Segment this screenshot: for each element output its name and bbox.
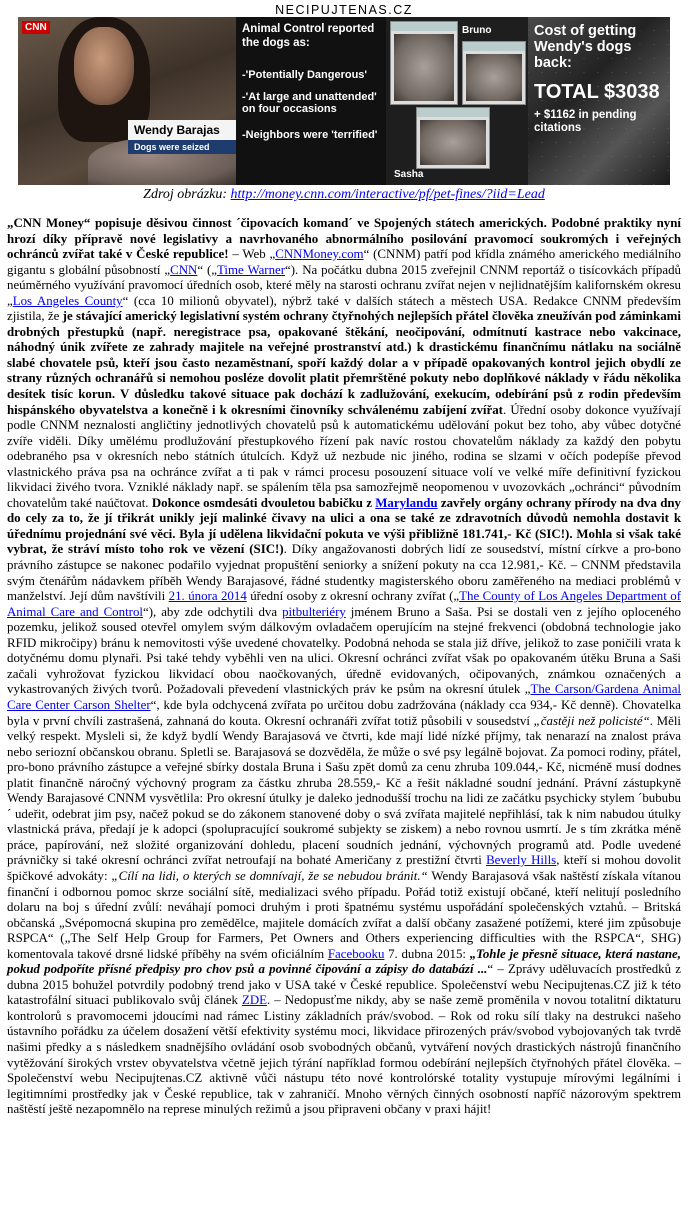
cnnmoney-link[interactable]: CNNMoney.com <box>275 247 364 262</box>
dog-name-sasha: Sasha <box>394 169 424 180</box>
date-link[interactable]: 21. února 2014 <box>168 589 247 604</box>
cost-total <box>534 81 668 103</box>
caption-label: Zdroj obrázku: <box>143 187 231 202</box>
total-value: $3038 <box>604 81 660 103</box>
cost-heading: Cost of getting Wendy's dogs back: <box>534 23 637 71</box>
beverly-hills-link[interactable]: Beverly Hills <box>486 853 557 868</box>
maryland-link[interactable]: Marylandu <box>375 495 438 510</box>
text-run: “ – Zprávy uděluvacích prostředků z dubna 2015 bohužel potvrdily podobný trend jako v USA také v České republice. Společenství webu Necipujtenas.CZ již k této katastrofální situaci publikovalo svůj článek <box>7 962 681 1008</box>
carson-shelter-link[interactable]: The Carson/Gardena Animal Care Center Carson Shelter <box>7 682 681 712</box>
county-department-link[interactable]: The County of Los Angeles Department of Animal Care and Control <box>7 589 681 619</box>
dog-record-2-photo <box>466 54 522 101</box>
dog-record-2 <box>462 41 526 105</box>
text-run: “ („ <box>197 262 218 277</box>
bold-italic-quote: „Tohle je přesně situace, která nastane, pokud podpoříte přísné předpisy pro chov psů a povinné čipování a zápisy do databází ... <box>7 946 682 977</box>
text-run: “), aby zde odchytili dva <box>142 604 283 619</box>
text-run: Dokonce osmdesáti dvouletou babičku z <box>151 495 376 510</box>
text-run: 7. dubna 2015: <box>384 946 470 961</box>
text-run: “, kde byla odchycená zvířata po určitou dobu zadržována (náklady cca 934,- Kč denně). Chovatelka byla v první chvíli zastrašená, zahnaná do kouta. Okresní ochranáři zvířat totiž působili v sousedství <box>7 697 681 728</box>
wendy-photo <box>18 17 236 185</box>
facebook-link[interactable]: Facebooku <box>327 946 385 961</box>
pitbull-link[interactable]: pitbulteriéry <box>282 604 346 619</box>
site-title: NECIPUJTENAS.CZ <box>275 3 413 17</box>
bullet-3: -Neighbors were 'terrified' <box>242 129 378 141</box>
dog-name-bruno: Bruno <box>462 25 492 36</box>
dog-sasha-photo <box>420 120 486 165</box>
person-name: Wendy Barajas <box>128 120 236 140</box>
dog-record-sasha <box>416 107 490 169</box>
time-warner-link[interactable]: Time Warner <box>217 262 286 277</box>
dog-records-panel <box>386 17 528 185</box>
face-shape <box>74 27 134 105</box>
zde-link[interactable]: ZDE <box>241 993 268 1008</box>
person-caption: Dogs were seized <box>128 140 236 154</box>
los-angeles-county-link[interactable]: Los Angeles County <box>12 293 123 308</box>
italic-quote: „Cílí na lidi, o kterých se domnívají, že se nebudou bránit.“ <box>111 868 428 883</box>
text-run: “ (cca 10 milionů obyvatel), nýbrž také v dalších státech a městech USA. Redakce CNNM především zjistila, že <box>7 293 682 324</box>
dog-bruno-photo <box>394 34 454 101</box>
lead-text: „CNN Money“ popisuje děsivou činnost ´čipovacích komand´ ve Spojených státech amerických. Podobné praktiky nyní hrozí díky přípravě nové legislativy a navrhovaného abnormálního posilování pravomocí soukromých i veřejných ochránců zvířat také v České republice! <box>7 216 681 262</box>
text-run: – Web „ <box>228 247 276 262</box>
text-run: . Měli velký respekt. Mysleli si, že když bydlí Wendy Barajasová ve čtvrti, kde mají lidé nízké příjmy, tak nenarazí na znalost práva nebo seriozní občanskou obranu. Spletli se. Barajasová se dozvěděla, že může o své psy legálně bojovat. Za pomoci rodiny, přátel, pro-bono právního zástupce a veřejné sbírky dostala Bruna i Sašu zpět domů za cenu zhruba 109.044,- Kč, nicméně musí dodnes platit finančně náročný výchovný program za částku zhruba 28.559,- Kč a řešit nákladné soudní jednání. Právní zástupkyně Wendy Barajasové CNNM vysvětlila: Pro okresní útulky je daleko jednodušší trochu na lidi ze začátku psychicky stylem ´bububu´ udeřit, odebrat jim psy, načež pokud se do zákonem stanovené doby o svá zvířata majitelé nepřihlásí, tak k nim nabudou útulky vlastnická práva, předají je k adopci (spolupracující soukromé subjekty se ziskem) a nebo rovnou usmrtí. Je s tím zkrátka méně práce, papírování, než složité organizování dohledu, placení soudních jednání, výchovných programů atd. Podle uvedené právničky si také okresní ochránci zvířat netroufají na bohaté Američany z prestižní čtvrti <box>7 713 682 868</box>
animal-control-panel <box>236 17 386 185</box>
text-run: úřední osoby z okresní ochrany zvířat („ <box>246 589 460 604</box>
text-run: jménem Bruno a Saša. Psi se dostali ven z jejího oploceného pozemku, jelikož soused otevřel omylem svým dálkovým ovladačem operujícím na stejné frekvenci (obdobná technologie jako RFID mikročipy) bránu k nemovitosti výše uvedené chovatelky. Podobná nehoda se stala již dříve, jelikož to zase poničili vrata k dotyčnému domu plynaři. Psi také tehdy vyběhli ven na ulici. Okresní ochránci zvířat však po opakovaném útěku Bruna a Saši začali vyhrožovat fyzickou likvidací obou naočkovaných, úředně evidovaných, očipovaných, známkou označených a vykastrovaných živých tvorů. Požadovali převedení vlastnických práv ke psům na okresní útulek „ <box>7 604 681 697</box>
text-run: . Díky angažovanosti dobrých lidí ze sousedství, místní církve a pro-bono právního zástupce se nakonec podařilo vyjednat propuštění seniorky a snížení pokuty na cca 12.981,- Kč. – CNNM představila svým čtenářům nádavkem příběh Wendy Barajasové, řádné studentky magisterského oboru zaměřeného na mediaci problémů v manželství. Její dům navštívili <box>7 542 682 604</box>
text-run: “ (CNNM) patří pod křídla známého amerického mediálního gigantu s globální působností „ <box>7 247 682 277</box>
pending-citations: + $1162 in pending citations <box>534 109 637 134</box>
reported-heading: Animal Control reported the dogs as: <box>242 23 375 49</box>
total-label: TOTAL <box>534 81 599 103</box>
cnn-link[interactable]: CNN <box>170 262 198 277</box>
text-run: . Úřední osoby dokonce využívají podle CNNM neznalosti angličtiny jednotlivých chovatelů psů k automatickému udělování pokut bez toho, aby vůbec dotyčné zvíře viděli. Díky umělému prodlužování přestupkového řízení pak navíc rostou chovatelům náklady za každý den pobytu odebraného psa v okresních nebo státních útulcích. Když už nezbude nic jiného, rodina se slzami v očích podepíše převod vlastnického práva psa na ochránce zvířat a ti pak v rámci procesu posouzení situace volí ve velké míře definitivní fyzickou likvidaci živého tvora. Vzniklé náklady např. se spálením těla psa samozřejmě neopomenou v uvozovkách „ochránci“ původním chovatelům také naúčtovat. <box>7 402 681 510</box>
cost-panel <box>528 17 670 185</box>
text-run: Wendy Barajasová však naštěstí získala vítanou finanční i odbornou pomoc skrze sociální sítě, medializaci svého případu. Pořád totiž existují občané, kteří nelitují posledního dolaru na boj s úřední zvůlí: neváhají pomoci druhým i proti špatnému systému uspořádání společenských vztahů. – Britská občanská „Svépomocná skupina pro zemědělce, majitele domácích zvířat a další občany zasažené potížemi, které jim způsobuje RSPCA“ („The Self Help Group for Farmers, Pet Owners and Others experiencing difficulties with the RSPCA“, SHG) komentovala takové drsné lidské příběhy na svém oficiálním <box>7 868 681 961</box>
caption-source-link[interactable]: http://money.cnn.com/interactive/pf/pet-fines/?iid=Lead <box>230 187 545 202</box>
image-caption <box>0 187 688 203</box>
italic-quote: „častěji než policisté“ <box>533 713 650 728</box>
bullet-2: -'At large and unattended' on four occasions <box>242 91 377 115</box>
text-run: , kteří si mohou dovolit špičkové advokáty: <box>7 853 681 883</box>
text-run: “). Na počátku dubna 2015 zveřejnil CNNM reportáž o tisícovkách případů neúměrného využívání pravomocí úředních osob, které měly na starosti ochranu zvířat nejen v nejlidnatějším kalifornském okresu „ <box>7 262 681 308</box>
text-run: zavřely orgány ochrany přírody na dva dny do cely za to, že jí třikrát unikly její malinké čivavy na ulici a ona se také ze zdravotních důvodů nemohla dostavit k úřednímu projednání své věci. Byla jí udělena likvidační pokuta ve výši přibližně 181.741,- Kč (SIC!). Mohla si však také vybrat, že stráví místo toho rok ve vězení (SIC!) <box>7 495 681 557</box>
article-body <box>7 216 681 1118</box>
dog-record-bruno <box>390 21 458 105</box>
cnn-logo: CNN <box>22 21 50 34</box>
bold-text-run: je stávající americký legislativní systém ochrany čtyřnohých nejlepších přátel člověka zneužíván pod záminkami drobných přestupků (např. neregistrace psa, opakované štěkání, neočipování, odmítnutí kastrace nebo vakcinace, náhodný únik zvířete ze zahrady majitele na veřejné prostranství atd.) k drastickému finančnímu nátlaku na sociálně slabé chovatele psů, kteří jsou často nezaměstnaní, spoří každý dolar a v případě opakovaných kontrol jejich obydlí ze strany různých ochranářů si nemohou posléze dovolit platit přemrštěné pokuty nebo doplňkové náklady v řádu několika desítek tisíc korun. V důsledku takové situace pak dochází k zadlužování, exekucím, odebírání psů z rodin především hispánského obyvatelstva a konečně i k okresními činovníky schválenému zabíjení zvířat <box>7 309 681 417</box>
article-banner-image <box>18 17 670 185</box>
text-run: . – Nedopusťme nikdy, aby se naše země proměnila v novou totalitní diktaturu kontrolorů s pravomocemi jdoucími nad rámec Listiny základních práv/svobod. – Rok od roku sílí tlaky na destrukci našeho ústavního pořádku za účelem dosažení větší efektivity systému moci, likvidace přirozených práv/svobod vybojovaných tak tvrdě našimi předky a s následkem snadnějšího ovládání osob svobodných občanů, vytváření nových drastických nástrojů finančního vytěžování širokých vrstev obyvatelstva včetně jejich týrání například formou odebírání nejlepších čtyřnohých přátel člověka. – Společenství webu Necipujtenas.CZ aktivně vůči nástupu této nové kontrolórské totality vystupuje mírovými legálními i legitimními prostředky jak v České republice, tak v zahraničí. Mnoho věrných činných osobností napříč názorovým spektrem naštěstí ještě nezapomnělo na represe minulých režimů a jsou připraveni občany v praxi hájit! <box>7 993 681 1117</box>
bullet-1: -'Potentially Dangerous' <box>242 69 368 81</box>
